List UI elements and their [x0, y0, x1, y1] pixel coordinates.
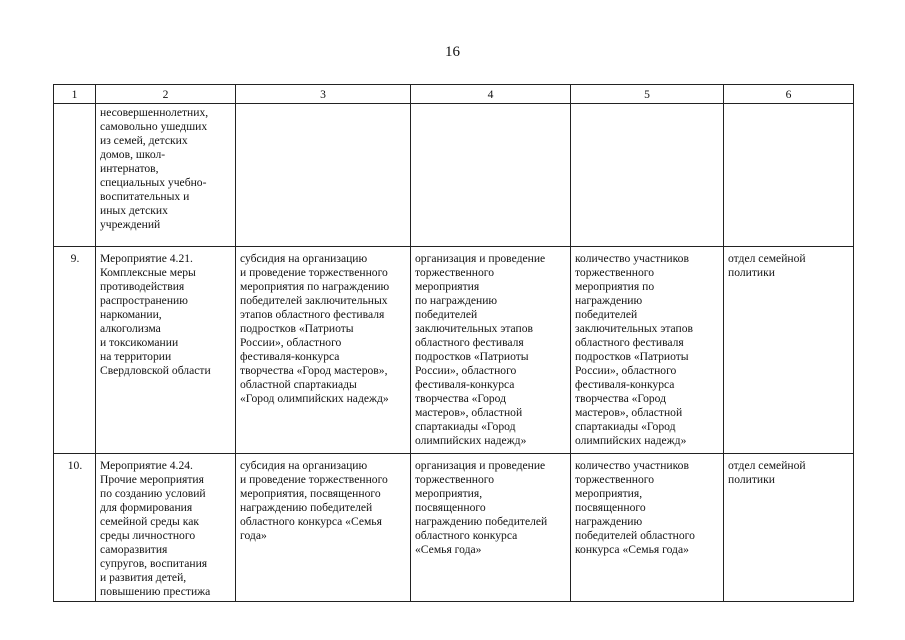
- column-header-3: 3: [236, 85, 411, 104]
- row-number-cell: 10.: [54, 454, 96, 602]
- subsidy-description-cell: [236, 454, 411, 602]
- subsidy-description-text: субсидия на организацию и проведение торжественного мероприятия, посвященного награждению победителей областного конкурса «Семья года»: [240, 459, 388, 542]
- measure-name-text: несовершеннолетних, самовольно ушедших из семей, детских домов, школ- интернатов, специальных учебно- воспитательных и иных детских учреждений: [100, 106, 209, 231]
- responsible-text: отдел семейной политики: [728, 252, 806, 279]
- column-header-2: 2: [96, 85, 236, 104]
- measures-table: [53, 84, 854, 602]
- responsible-cell: [724, 104, 854, 247]
- activity-cell: [411, 247, 571, 454]
- activity-text: организация и проведение торжественного мероприятия, посвященного награждению победителей областного конкурса «Семья года»: [415, 459, 548, 556]
- subsidy-description-cell: [236, 247, 411, 454]
- table-row-10: [54, 454, 854, 602]
- activity-text: организация и проведение торжественного мероприятия по награждению победителей заключительных этапов областного фестиваля подростков «Патриоты России», областного фестиваля-конкурса творчества «Город мастеров», областной спартакиады «Город олимпийских надежд»: [415, 252, 546, 447]
- indicator-cell: [571, 104, 724, 247]
- column-header-5: 5: [571, 85, 724, 104]
- table-row-9: [54, 247, 854, 454]
- activity-cell: [411, 454, 571, 602]
- indicator-text: количество участников торжественного мероприятия по награждению победителей заключительных этапов областного фестиваля подростков «Патриоты России», областного фестиваля-конкурса творчества «Город мастеров», областной спартакиады «Город олимпийских надежд»: [575, 252, 694, 447]
- table-header-row: [54, 85, 854, 104]
- page-number: 16: [445, 44, 460, 60]
- subsidy-description-cell: [236, 104, 411, 247]
- table-row-continuation: [54, 104, 854, 247]
- measure-name-cell: [96, 247, 236, 454]
- column-header-4: 4: [411, 85, 571, 104]
- row-number-cell: 9.: [54, 247, 96, 454]
- measure-name-text: Мероприятие 4.24. Прочие мероприятия по созданию условий для формирования семейной среды как среды личностного саморазвития супругов, воспитания и развития детей, повышению престижа: [100, 459, 211, 598]
- responsible-cell: [724, 454, 854, 602]
- measure-name-text: Мероприятие 4.21. Комплексные меры противодействия распространению наркомании, алкоголизма и токсикомании на территории Свердловской области: [100, 252, 211, 377]
- column-header-6: 6: [724, 85, 854, 104]
- activity-cell: [411, 104, 571, 247]
- row-number-cell: [54, 104, 96, 247]
- responsible-text: отдел семейной политики: [728, 459, 806, 486]
- measure-name-cell: [96, 104, 236, 247]
- indicator-cell: [571, 247, 724, 454]
- subsidy-description-text: субсидия на организацию и проведение торжественного мероприятия по награждению победителей заключительных этапов областного фестиваля подростков «Патриоты России», областного фестиваля-конкурса творчества «Город мастеров», областной спартакиады «Город олимпийских надежд»: [240, 252, 390, 405]
- responsible-cell: [724, 247, 854, 454]
- measure-name-cell: [96, 454, 236, 602]
- column-header-1: 1: [54, 85, 96, 104]
- indicator-text: количество участников торжественного мероприятия, посвященного награждению победителей областного конкурса «Семья года»: [575, 459, 695, 556]
- indicator-cell: [571, 454, 724, 602]
